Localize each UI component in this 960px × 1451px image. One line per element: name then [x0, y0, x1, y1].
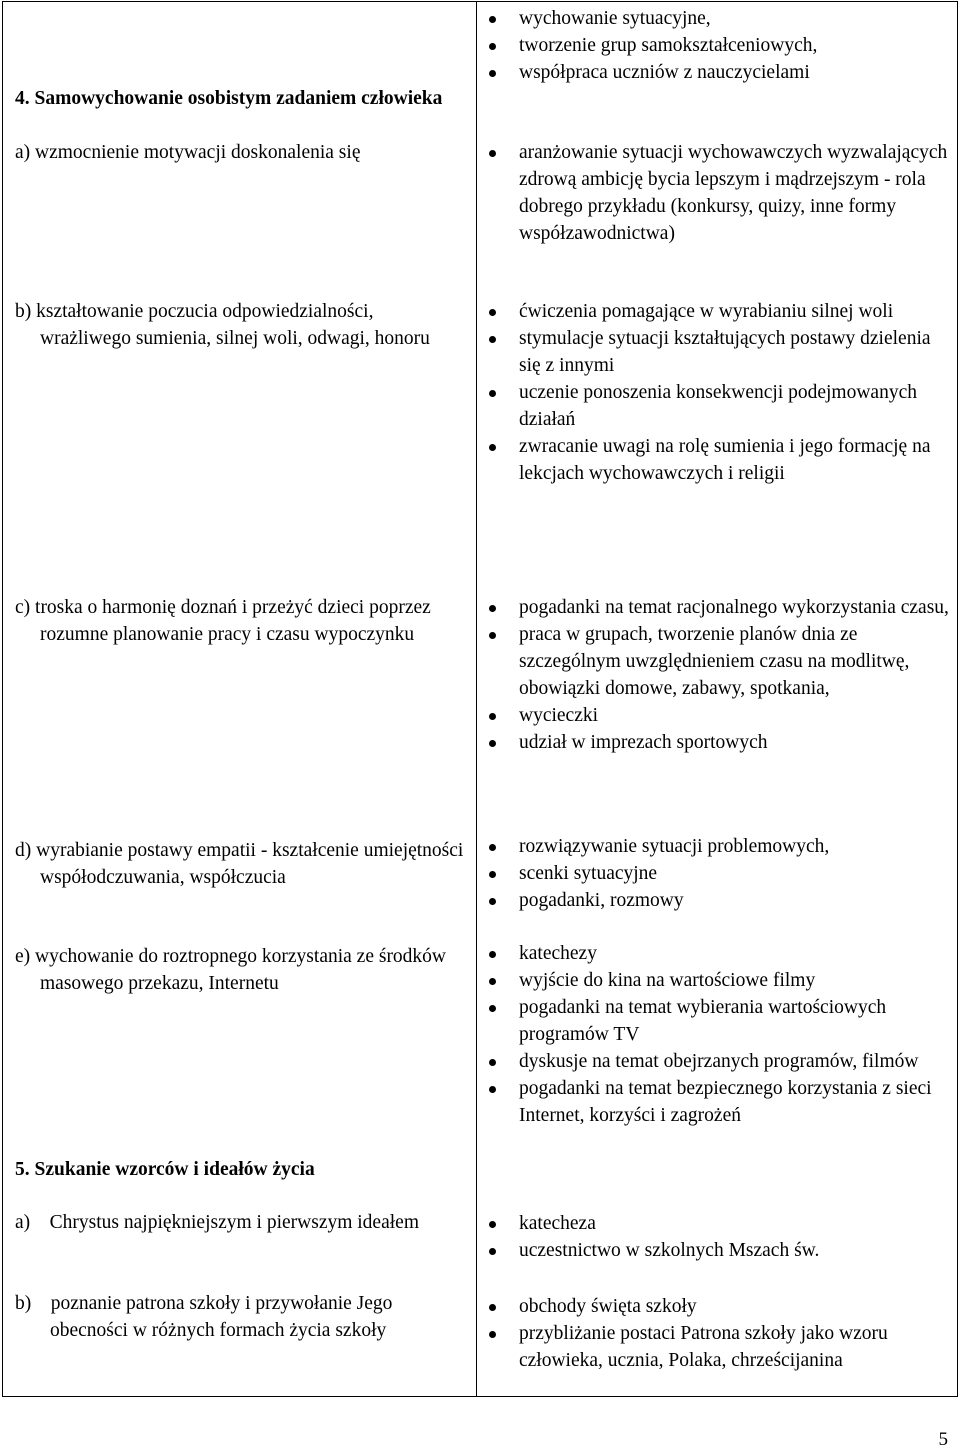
bullet-icon [489, 150, 496, 157]
bullet-icon [489, 740, 496, 747]
list-item: współpraca uczniów z nauczycielami [485, 59, 955, 86]
methods-top [485, 5, 955, 86]
list-item: katecheza [485, 1210, 955, 1237]
list-item: pogadanki na temat racjonalnego wykorzystania czasu, [485, 594, 955, 621]
methods-4e [485, 940, 955, 1129]
bullet-icon [489, 43, 496, 50]
list-item: scenki sytuacyjne [485, 860, 955, 887]
list-item: pogadanki na temat wybierania wartościowych programów TV [485, 994, 955, 1048]
bullet-icon [489, 871, 496, 878]
bullet-icon [489, 309, 496, 316]
methods-4c [485, 594, 955, 756]
list-item: udział w imprezach sportowych [485, 729, 955, 756]
list-item: pogadanki na temat bezpiecznego korzystania z sieci Internet, korzyści i zagrożeń [485, 1075, 955, 1129]
list-item: pogadanki, rozmowy [485, 887, 955, 914]
list-item: wyjście do kina na wartościowe filmy [485, 967, 955, 994]
bullet-icon [489, 1331, 496, 1338]
list-item: stymulacje sytuacji kształtujących postawy dzielenia się z innymi [485, 325, 955, 379]
bullet-icon [489, 978, 496, 985]
bullet-icon [489, 898, 496, 905]
bullet-icon [489, 390, 496, 397]
page-number: 5 [938, 1429, 948, 1450]
bullet-icon [489, 951, 496, 958]
bullet-icon [489, 632, 496, 639]
column-divider [476, 2, 477, 1396]
bullet-icon [489, 70, 496, 77]
methods-4a [485, 139, 955, 247]
section-4d-goal: d) wyrabianie postawy empatii - kształcenie umiejętności współodczuwania, współczucia [15, 840, 464, 888]
list-item: aranżowanie sytuacji wychowawczych wyzwalających zdrową ambicję bycia lepszym i mądrzejszym - rola dobrego przykładu (konkursy, quizy, inne formy współzawodnictwa) [485, 139, 955, 247]
list-item: przybliżanie postaci Patrona szkoły jako wzoru człowieka, ucznia, Polaka, chrześcijanina [485, 1320, 955, 1374]
bullet-icon [489, 16, 496, 23]
content-table [2, 1, 958, 1397]
list-item: katechezy [485, 940, 955, 967]
list-item: zwracanie uwagi na rolę sumienia i jego formację na lekcjach wychowawczych i religii [485, 433, 955, 487]
bullet-icon [489, 1221, 496, 1228]
section-4a-goal: a) wzmocnienie motywacji doskonalenia się [15, 142, 361, 163]
methods-5a [485, 1210, 955, 1264]
methods-5b [485, 1293, 955, 1374]
bullet-icon [489, 1248, 496, 1255]
list-item: praca w grupach, tworzenie planów dnia ze szczególnym uwzględnieniem czasu na modlitwę, obowiązki domowe, zabawy, spotkania, [485, 621, 955, 702]
list-item: ćwiczenia pomagające w wyrabianiu silnej woli [485, 298, 955, 325]
bullet-icon [489, 336, 496, 343]
bullet-icon [489, 444, 496, 451]
section-5-title: 5. Szukanie wzorców i ideałów życia [15, 1159, 315, 1180]
bullet-icon [489, 1005, 496, 1012]
section-4e-goal: e) wychowanie do roztropnego korzystania ze środków masowego przekazu, Internetu [15, 946, 447, 994]
bullet-icon [489, 1304, 496, 1311]
list-item: wychowanie sytuacyjne, [485, 5, 955, 32]
bullet-icon [489, 605, 496, 612]
section-5a-goal: a) Chrystus najpiękniejszym i pierwszym ideałem [15, 1212, 419, 1233]
bullet-icon [489, 844, 496, 851]
section-4-title: 4. Samowychowanie osobistym zadaniem człowieka [15, 88, 443, 109]
list-item: obchody święta szkoły [485, 1293, 955, 1320]
list-item: tworzenie grup samokształceniowych, [485, 32, 955, 59]
bullet-icon [489, 713, 496, 720]
section-4b-goal: b) kształtowanie poczucia odpowiedzialności, wrażliwego sumienia, silnej woli, odwagi, honoru [15, 301, 430, 349]
bullet-icon [489, 1059, 496, 1066]
list-item: rozwiązywanie sytuacji problemowych, [485, 833, 955, 860]
methods-4d [485, 833, 955, 914]
bullet-icon [489, 1086, 496, 1093]
list-item: wycieczki [485, 702, 955, 729]
section-5b-goal: b) poznanie patrona szkoły i przywołanie Jego obecności w różnych formach życia szkoły [15, 1293, 393, 1341]
list-item: uczenie ponoszenia konsekwencji podejmowanych działań [485, 379, 955, 433]
list-item: uczestnictwo w szkolnych Mszach św. [485, 1237, 955, 1264]
methods-4b [485, 298, 955, 487]
list-item: dyskusje na temat obejrzanych programów, filmów [485, 1048, 955, 1075]
section-4c-goal: c) troska o harmonię doznań i przeżyć dzieci poprzez rozumne planowanie pracy i czasu wypoczynku [15, 597, 431, 645]
